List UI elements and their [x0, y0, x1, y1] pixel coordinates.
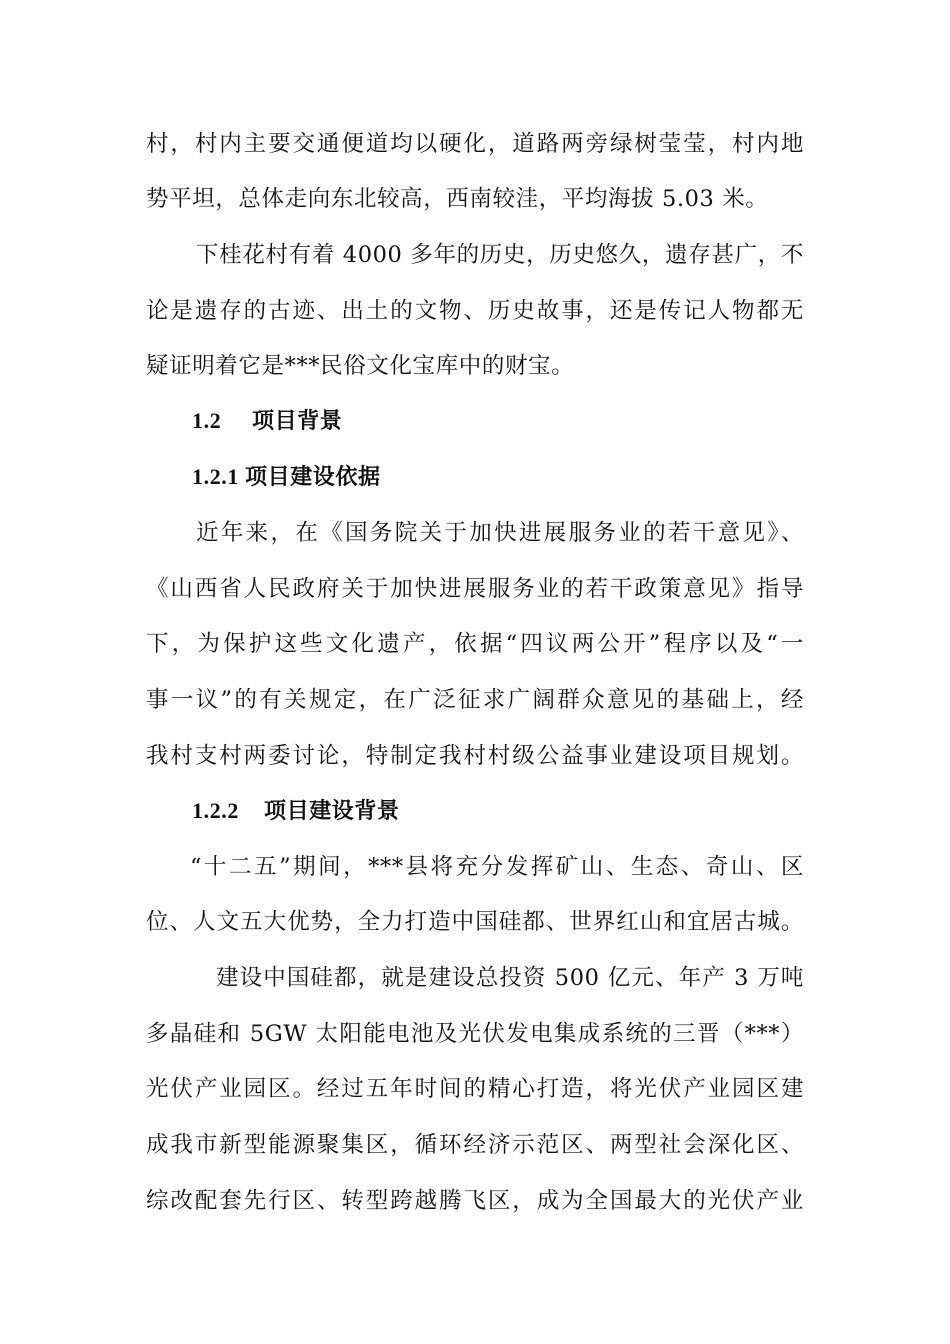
section-number: 1.2.2	[192, 798, 239, 823]
paragraph-line: 下，为保护这些文化遗产，依据“四议两公开”程序以及“一	[146, 631, 804, 657]
paragraph-line: 多晶硅和 5GW 太阳能电池及光伏发电集成系统的三晋（***）	[146, 1021, 804, 1047]
paragraph-line: 建设中国硅都，就是建设总投资 500 亿元、年产 3 万吨	[216, 965, 804, 991]
paragraph-line: 综改配套先行区、转型跨越腾飞区，成为全国最大的光伏产业	[146, 1188, 804, 1214]
paragraph-line: “十二五”期间，***县将充分发挥矿山、生态、奇山、区	[190, 854, 804, 880]
paragraph-line: 《山西省人民政府关于加快进展服务业的若干政策意见》指导	[146, 576, 804, 602]
section-title: 项目建设依据	[245, 464, 381, 490]
paragraph-line: 论是遗存的古迹、出土的文物、历史故事，还是传记人物都无	[146, 298, 804, 324]
section-heading	[192, 406, 342, 436]
subsection-heading	[192, 462, 381, 492]
paragraph-line: 成我市新型能源聚集区，循环经济示范区、两型社会深化区、	[146, 1132, 804, 1158]
paragraph-line: 村，村内主要交通便道均以硬化，道路两旁绿树莹莹，村内地	[146, 131, 804, 157]
section-title: 项目背景	[252, 408, 343, 434]
paragraph-line: 近年来，在《国务院关于加快进展服务业的若干意见》、	[196, 520, 804, 546]
section-number: 1.2	[192, 408, 222, 433]
section-number: 1.2.1	[192, 464, 239, 489]
paragraph-line: 事一议”的有关规定，在广泛征求广阔群众意见的基础上，经	[146, 687, 804, 713]
paragraph-line: 我村支村两委讨论，特制定我村村级公益事业建设项目规划。	[146, 743, 804, 769]
paragraph-line: 位、人文五大优势，全力打造中国硅都、世界红山和宜居古城。	[146, 909, 804, 935]
paragraph-line: 势平坦，总体走向东北较高，西南较洼，平均海拔 5.03 米。	[146, 186, 769, 212]
section-title: 项目建设背景	[264, 798, 400, 824]
subsection-heading	[192, 796, 400, 826]
paragraph-line: 疑证明着它是***民俗文化宝库中的财宝。	[146, 353, 575, 379]
paragraph-line: 光伏产业园区。经过五年时间的精心打造，将光伏产业园区建	[146, 1076, 804, 1102]
paragraph-line: 下桂花村有着 4000 多年的历史，历史悠久，遗存甚广，不	[196, 242, 804, 268]
